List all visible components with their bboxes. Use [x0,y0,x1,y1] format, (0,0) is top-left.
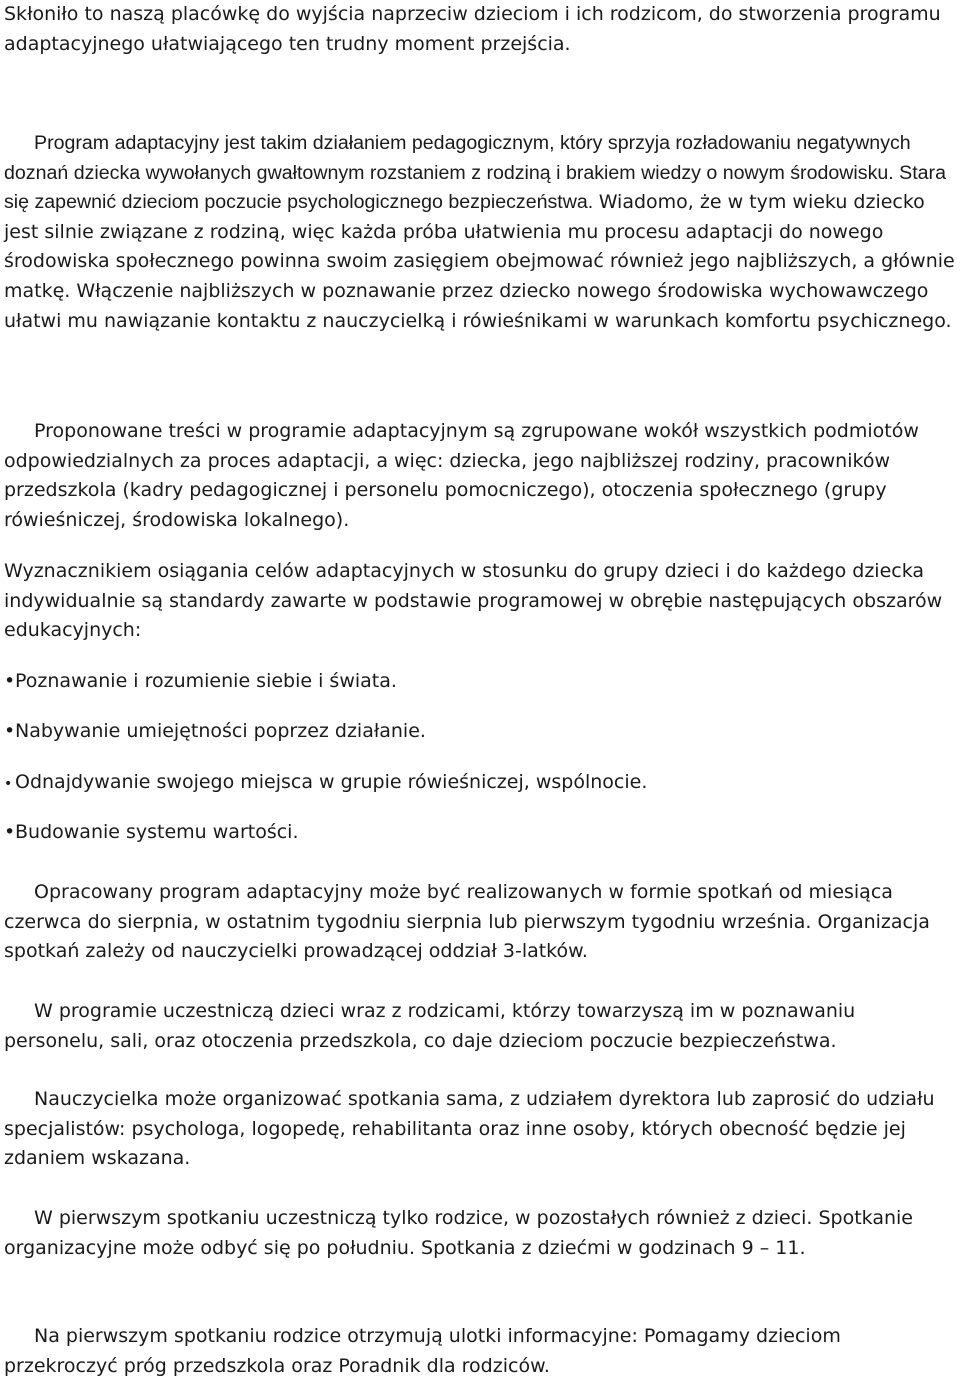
paragraph-leaflets: Na pierwszym spotkaniu rodzice otrzymują ulotki informacyjne: Pomagamy dzieciom przekroczyć próg przedszkola oraz Poradnik dla rodziców. [4,1325,841,1377]
list-item-text: Odnajdywanie swojego miejsca w grupie rówieśniczej, wspólnocie. [15,771,648,793]
list-item [4,717,958,747]
paragraph-participants: W programie uczestniczą dzieci wraz z rodzicami, którzy towarzyszą im w poznawaniu personelu, sali, oraz otoczenia przedszkola, co daje dzieciom poczucie bezpieczeństwa. [4,1000,856,1052]
paragraph-program-definition [4,129,958,336]
paragraph-proposed-content: Proponowane treści w programie adaptacyjnym są zgrupowane wokół wszystkich podmiotów odpowiedzialnych za proces adaptacji, a więc: dziecka, jego najbliższej rodziny, pracowników przedszkola (kadry pedagogicznej i personelu pomocniczego), otoczenia społecznego (grupy rówieśniczej, środowiska lokalnego). [4,420,919,531]
paragraph-program-definition-part2: Wiadomo, że w tym wieku dziecko jest silnie związane z rodziną, więc każda próba ułatwienia mu procesu adaptacji do nowego środowiska społecznego powinna swoim zasięgiem obejmować również jego najbliższych, a głównie matkę. Włączenie najbliższych w poznawanie przez dziecko nowego środowiska wychowawczego ułatwi mu nawiązanie kontaktu z nauczycielką i rówieśnikami w warunkach komfortu psychicznego. [4,191,955,332]
list-item [4,667,958,697]
paragraph-intro: Skłoniło to naszą placówkę do wyjścia naprzeciw dzieciom i ich rodzicom, do stworzenia programu adaptacyjnego ułatwiającego ten trudny moment przejścia. [4,3,941,55]
bullet-icon: • [4,670,16,692]
paragraph-first-meeting: W pierwszym spotkaniu uczestniczą tylko rodzice, w pozostałych również z dzieci. Spotkanie organizacyjne może odbyć się po południu. Spotkania z dziećmi w godzinach 9 – 11. [4,1207,913,1259]
list-item-text: Poznawanie i rozumienie siebie i świata. [15,670,397,692]
bullet-icon: • [4,776,13,792]
paragraph-determinant: Wyznacznikiem osiągania celów adaptacyjnych w stosunku do grupy dzieci i do każdego dziecka indywidualnie są standardy zawarte w podstawie programowej w obrębie następujących obszarów edukacyjnych: [4,560,943,642]
paragraph-program-definition-part1: Program adaptacyjny jest takim działaniem pedagogicznym, który sprzyja rozładowaniu negatywnych doznań dziecka wywołanych gwałtownym rozstaniem z rodziną i brakiem wiedzy o nowym środowisku. Stara się zapewnić dzieciom poczucie psychologicznego bezpieczeństwa. [4,132,946,214]
list-item-text: Budowanie systemu wartości. [15,821,299,843]
list-item-text: Nabywanie umiejętności poprzez działanie. [15,720,426,742]
list-item [4,768,958,800]
list-item [4,818,958,848]
paragraph-teacher: Nauczycielka może organizować spotkania sama, z udziałem dyrektora lub zaprosić do udziału specjalistów: psychologa, logopedę, rehabilitanta oraz inne osoby, których obecność będzie jej zdaniem wskazana. [4,1088,935,1170]
bullet-icon: • [4,821,16,843]
paragraph-schedule: Opracowany program adaptacyjny może być realizowanych w formie spotkań od miesiąca czerwca do sierpnia, w ostatnim tygodniu sierpnia lub pierwszym tygodniu września. Organizacja spotkań zależy od nauczycielki prowadzącej oddział 3-latków. [4,881,930,963]
bullet-icon: • [4,720,16,742]
